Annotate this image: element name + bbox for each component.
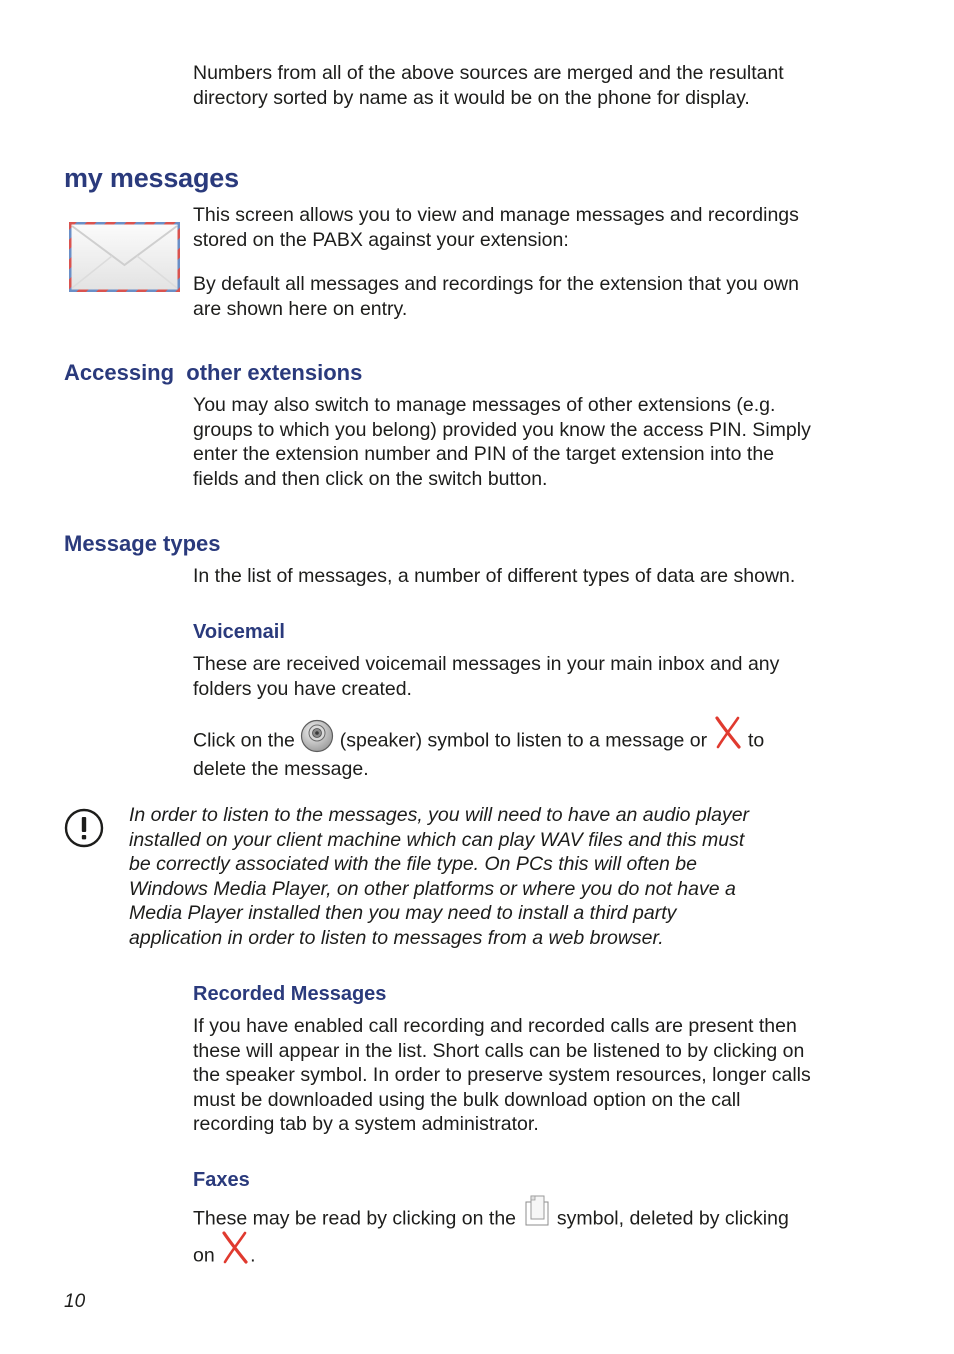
my-messages-paragraph-1: This screen allows you to view and manage messages and recordings stored on the PABX against your extension: [193,204,799,251]
recorded-messages-paragraph: If you have enabled call recording and recorded calls are present then these will appear in the list. Short calls can be listened to by clicking on the speaker symbol. In order to preserve system resources, longer calls must be downloaded using the bulk download option on the call recording tab by a system administrator. [193,1015,811,1135]
my-messages-paragraph-2: By default all messages and recordings for the extension that you own are shown here on entry. [193,273,799,320]
section-title-accessing: Accessing other extensions [64,360,363,385]
faxes-line-2 [193,1234,393,1272]
faxes-line-2-suffix: . [250,1244,256,1267]
delete-x-icon [713,715,743,749]
voicemail-click-line [193,719,833,751]
faxes-line-1 [193,1197,873,1233]
delete-x-icon [220,1230,250,1264]
intro-paragraph: Numbers from all of the above sources are merged and the resultant directory sorted by name as it would be on the phone for display. [193,62,784,109]
faxes-line-2-prefix: on [193,1244,215,1267]
envelope-icon [68,221,181,293]
message-types-paragraph: In the list of messages, a number of different types of data are shown. [193,565,796,587]
document-icon [521,1193,551,1227]
exclamation-icon [64,808,104,848]
section-title-my-messages: my messages [64,163,239,193]
subsection-title-faxes: Faxes [193,1169,250,1191]
voicemail-click-middle: (speaker) symbol to listen to a message or [339,729,708,752]
subsection-title-voicemail: Voicemail [193,621,285,643]
accessing-paragraph: You may also switch to manage messages of other extensions (e.g. groups to which you belong) provided you know the access PIN. Simply enter the extension number and PIN of the target extension into the fields and then click on the switch button. [193,394,811,490]
faxes-middle: symbol, deleted by clicking [556,1207,789,1230]
speaker-icon [300,719,334,751]
audio-player-note: In order to listen to the messages, you will need to have an audio player installed on your client machine which can play WAV files and this must be correctly associated with the file type. On PCs this will often be Windows Media Player, on other platforms or where you do not have a Media Player installed then you may need to install a third party application in order to listen to messages from a web browser. [129,804,750,949]
section-title-message-types: Message types [64,531,221,556]
voicemail-click-suffix: to [747,729,765,752]
page-number: 10 [64,1291,86,1312]
faxes-prefix: These may be read by clicking on the [193,1207,517,1230]
voicemail-click-line-2: delete the message. [193,758,369,780]
voicemail-paragraph: These are received voicemail messages in your main inbox and any folders you have created. [193,653,780,700]
subsection-title-recorded-messages: Recorded Messages [193,983,387,1005]
voicemail-click-prefix: Click on the [193,729,295,752]
